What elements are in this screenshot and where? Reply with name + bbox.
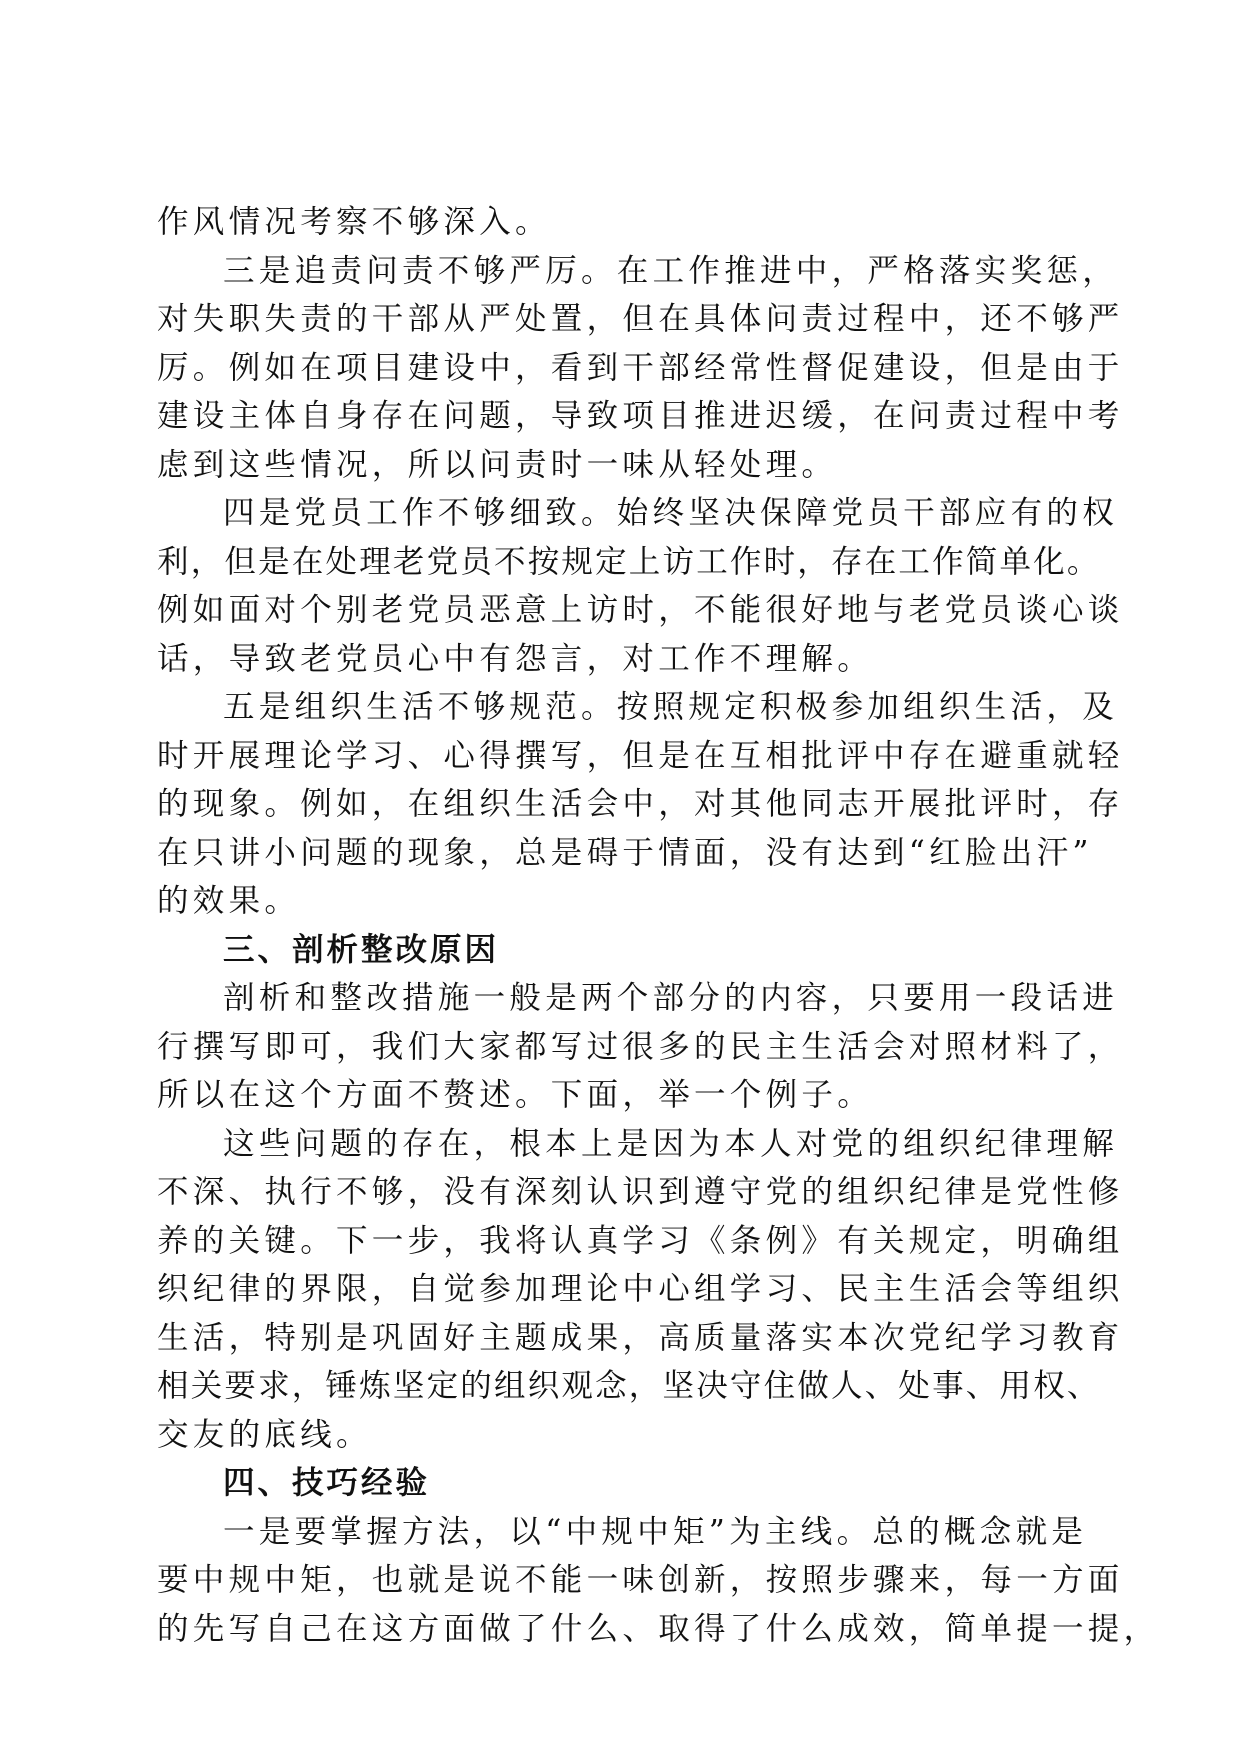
text-line: 作风情况考察不够深入。 <box>157 204 551 240</box>
section-heading: 三、剖析整改原因 <box>223 931 500 968</box>
paragraph-start-line: 四是党员工作不够细致。始终坚决保障党员干部应有的权 <box>223 495 1119 531</box>
paragraph-start-line: 五是组织生活不够规范。按照规定积极参加组织生活，及 <box>223 689 1119 725</box>
text-line: 时开展理论学习、心得撰写，但是在互相批评中存在避重就轻 <box>157 737 1124 774</box>
text-line: 在只讲小问题的现象，总是碍于情面，没有达到“红脸出汗” <box>157 834 1093 871</box>
text-line: 交友的底线。 <box>157 1416 372 1453</box>
text-line: 的现象。例如，在组织生活会中，对其他同志开展批评时，存 <box>157 786 1124 822</box>
text-line: 要中规中矩，也就是说不能一味创新，按照步骤来，每一方面 <box>157 1562 1124 1598</box>
text-line: 不深、执行不够，没有深刻认识到遵守党的组织纪律是党性修 <box>157 1174 1124 1210</box>
text-line: 话，导致老党员心中有怨言，对工作不理解。 <box>157 640 874 677</box>
text-line: 养的关键。下一步，我将认真学习《条例》有关规定，明确组 <box>157 1222 1124 1259</box>
text-line: 相关要求，锤炼坚定的组织观念，坚决守住做人、处事、用权、 <box>157 1368 1101 1404</box>
text-line: 对失职失责的干部从严处置，但在具体问责过程中，还不够严 <box>157 301 1124 337</box>
text-line: 利，但是在处理老党员不按规定上访工作时，存在工作简单化。 <box>157 543 1101 580</box>
paragraph-start-line: 这些问题的存在，根本上是因为本人对党的组织纪律理解 <box>223 1125 1119 1162</box>
text-line: 虑到这些情况，所以问责时一味从轻处理。 <box>157 446 838 483</box>
paragraph-start-line: 剖析和整改措施一般是两个部分的内容，只要用一段话进 <box>223 980 1119 1016</box>
text-line: 的效果。 <box>157 883 301 919</box>
text-line: 生活，特别是巩固好主题成果，高质量落实本次党纪学习教育 <box>157 1319 1124 1356</box>
paragraph-start-line: 一是要掌握方法，以“中规中矩”为主线。总的概念就是 <box>223 1513 1088 1550</box>
text-line: 所以在这个方面不赘述。下面，举一个例子。 <box>157 1077 874 1113</box>
text-line: 厉。例如在项目建设中，看到干部经常性督促建设，但是由于 <box>157 349 1124 386</box>
section-heading: 四、技巧经验 <box>223 1465 431 1501</box>
paragraph-start-line: 三是追责问责不够严厉。在工作推进中，严格落实奖惩， <box>223 252 1119 289</box>
text-line: 例如面对个别老党员恶意上访时，不能很好地与老党员谈心谈 <box>157 592 1124 628</box>
text-line: 行撰写即可，我们大家都写过很多的民主生活会对照材料了， <box>157 1028 1124 1065</box>
text-line: 织纪律的界限，自觉参加理论中心组学习、民主生活会等组织 <box>157 1271 1124 1307</box>
text-line: 的先写自己在这方面做了什么、取得了什么成效，简单提一提， <box>157 1610 1160 1647</box>
text-line: 建设主体自身存在问题，导致项目推进迟缓，在问责过程中考 <box>157 398 1124 434</box>
document-body <box>157 198 1160 1653</box>
